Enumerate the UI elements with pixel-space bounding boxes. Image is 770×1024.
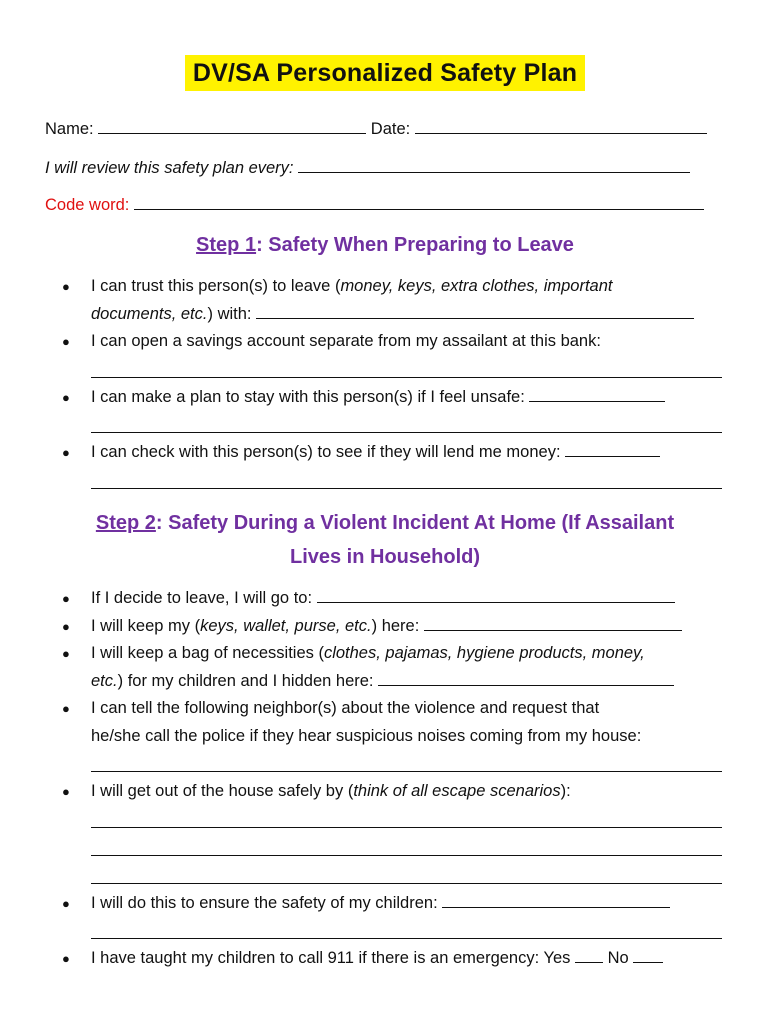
bullet-icon: ● [62,591,70,606]
item-text: I can open a savings account separate from my assailant at this bank: [91,332,601,350]
escape-field-2[interactable] [91,834,722,856]
code-word-row [45,192,725,217]
lend-money-field-2[interactable] [91,467,722,489]
item-text: I will keep my ( [91,616,201,635]
item-text: I can check with this person(s) to see if they will lend me money: [91,443,561,461]
item-text: I can make a plan to stay with this person(s) if I feel unsafe: [91,387,525,406]
item-text: ) here: [371,616,420,635]
list-item [62,384,727,434]
step1-number: Step 1 [196,234,257,256]
list-item [62,945,727,973]
item-text: I can tell the following neighbor(s) about the violence and request that [91,699,600,717]
children-safety-field[interactable] [442,890,670,908]
code-word-field[interactable] [134,192,704,210]
page-title: DV/SA Personalized Safety Plan [185,55,585,91]
date-field[interactable] [415,116,707,134]
bullet-icon: ● [62,389,70,405]
review-row [45,155,725,180]
escape-field-1[interactable] [91,806,722,828]
list-item [62,439,727,489]
item-text: I will do this to ensure the safety of my children: [91,893,438,912]
list-item [62,613,727,641]
item-text: If I decide to leave, I will go to: [91,589,313,607]
item-text: ) for my children and I hidden here: [117,671,374,690]
no-label: No [607,949,629,967]
item-italic-text: clothes, pajamas, hygiene products, money, [323,644,645,662]
bullet-icon: ● [62,445,70,460]
date-label: Date: [370,120,411,138]
name-field[interactable] [98,116,366,134]
step1-heading [0,228,770,262]
bullet-icon: ● [62,618,70,634]
step1-list [62,273,727,495]
review-field[interactable] [298,155,690,173]
bullet-icon: ● [62,895,70,911]
name-label: Name: [45,120,94,138]
item-italic-text: money, keys, extra clothes, important [340,277,613,295]
trusted-person-field[interactable] [256,301,694,319]
list-item [62,640,727,695]
item-italic-text: keys, wallet, purse, etc. [200,616,372,635]
step2-title-line1: : Safety During a Violent Incident At Home (If Assailant [155,512,675,534]
step2-number: Step 2 [95,512,156,534]
name-date-row [45,116,725,141]
step2-title-line2: Lives in Household) [289,546,481,568]
lend-money-field[interactable] [565,439,660,457]
list-item [62,328,727,378]
bullet-icon: ● [62,646,70,661]
item-text: ) with: [207,304,252,323]
list-item [62,890,727,940]
escape-field-3[interactable] [91,862,722,884]
step2-list [62,585,727,973]
item-text: ): [560,782,571,800]
keys-location-field[interactable] [424,613,682,631]
item-text: I have taught my children to call 911 if there is an emergency: Yes [91,949,571,967]
list-item [62,585,727,613]
children-safety-field-2[interactable] [91,917,722,939]
title-wrap [0,55,770,91]
item-text: I will get out of the house safely by ( [91,782,354,800]
list-item [62,695,727,772]
yes-field[interactable] [575,945,603,963]
list-item [62,778,727,884]
item-text: I can trust this person(s) to leave ( [91,277,341,295]
bullet-icon: ● [62,279,70,294]
item-italic-text: think of all escape scenarios [353,782,561,800]
bullet-icon: ● [62,951,70,966]
item-italic-text: documents, etc. [91,304,208,323]
bullet-icon: ● [62,784,70,799]
stay-person-field[interactable] [529,384,665,402]
leave-destination-field[interactable] [317,585,675,603]
step2-heading [0,506,770,574]
stay-person-field-2[interactable] [91,411,722,433]
bank-field[interactable] [91,356,722,378]
bag-location-field[interactable] [378,668,674,686]
bullet-icon: ● [62,334,70,349]
item-italic-text: etc. [91,671,118,690]
code-word-colon: : [124,196,130,214]
no-field[interactable] [633,945,663,963]
review-label: I will review this safety plan every: [45,159,294,177]
item-text: he/she call the police if they hear suspicious noises coming from my house: [91,726,642,745]
step1-title: : Safety When Preparing to Leave [256,234,574,256]
list-item [62,273,727,328]
bullet-icon: ● [62,701,70,716]
code-word-label: Code word [45,196,125,214]
neighbor-field[interactable] [91,750,722,772]
item-text: I will keep a bag of necessities ( [91,644,324,662]
